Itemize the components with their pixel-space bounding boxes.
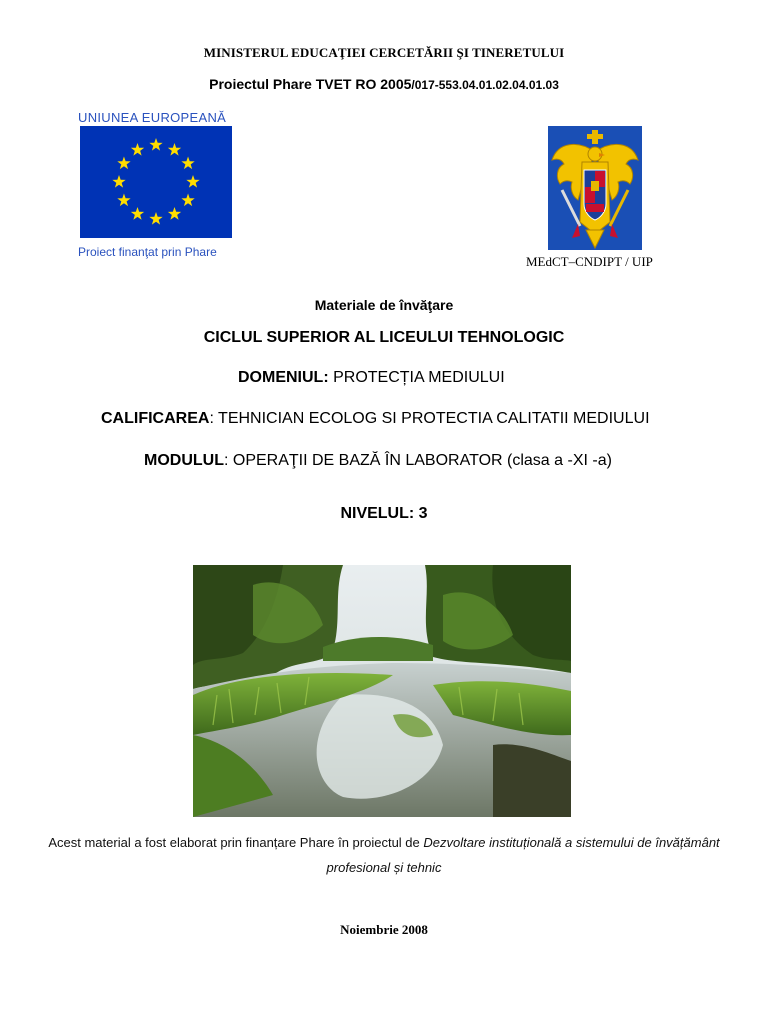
eu-flag-icon: [80, 126, 232, 238]
level-heading: NIVELUL: 3: [340, 505, 428, 522]
project-prefix: Proiectul Phare TVET RO 2005: [209, 76, 412, 92]
funding-project-name: Dezvoltare instituțională a sistemului de învățământ profesional și tehnic: [326, 835, 720, 875]
eu-star-icon: [131, 207, 144, 220]
eu-star-icon: [131, 143, 144, 156]
ministry-name: MINISTERUL EDUCAŢIEI CERCETĂRII ŞI TINERETULUI: [203, 45, 565, 60]
domain-label: DOMENIUL:: [238, 369, 329, 386]
eu-logo: [78, 110, 236, 262]
eu-stars-icon: [80, 126, 232, 238]
eu-logo-caption: Proiect finanţat prin Phare: [78, 245, 217, 259]
domain-line: [238, 369, 505, 387]
eu-star-icon: [168, 207, 181, 220]
funding-note-text: Acest material a fost elaborat prin finanțare Phare în proiectul de: [48, 835, 424, 850]
module-label: MODULUL: [144, 452, 224, 469]
eu-star-icon: [149, 212, 162, 225]
eu-star-icon: [117, 157, 130, 170]
qualification-line: [101, 410, 650, 428]
qualification-label: CALIFICAREA: [101, 410, 210, 427]
wetland-photo: [193, 565, 571, 817]
project-code: [0, 76, 768, 92]
domain-value: PROTECȚIA MEDIULUI: [328, 369, 505, 386]
eu-star-icon: [149, 138, 162, 151]
publication-date: Noiembrie 2008: [340, 922, 428, 937]
cycle-title: CICLUL SUPERIOR AL LICEULUI TEHNOLOGIC: [203, 329, 565, 346]
project-number: /017-553.04.01.02.04.01.03: [411, 78, 559, 92]
eu-star-icon: [168, 143, 181, 156]
module-value: : OPERAŢII DE BAZĂ ÎN LABORATOR: [223, 452, 508, 469]
module-line: [144, 452, 612, 470]
eu-logo-title: UNIUNEA EUROPEANĂ: [78, 110, 227, 125]
eu-star-icon: [112, 175, 125, 188]
eu-star-icon: [117, 194, 130, 207]
eu-star-icon: [181, 194, 194, 207]
funding-note: [40, 830, 728, 880]
materials-heading: Materiale de învăţare: [314, 297, 454, 313]
eu-star-icon: [181, 157, 194, 170]
eu-star-icon: [186, 175, 199, 188]
module-class: (clasa a -XI -a): [507, 452, 612, 469]
institution-caption: MEdCT–CNDIPT / UIP: [526, 254, 653, 269]
romania-coat-of-arms-icon: [548, 126, 642, 250]
qualification-value: : TEHNICIAN ECOLOG SI PROTECTIA CALITATII MEDIULUI: [209, 410, 650, 427]
